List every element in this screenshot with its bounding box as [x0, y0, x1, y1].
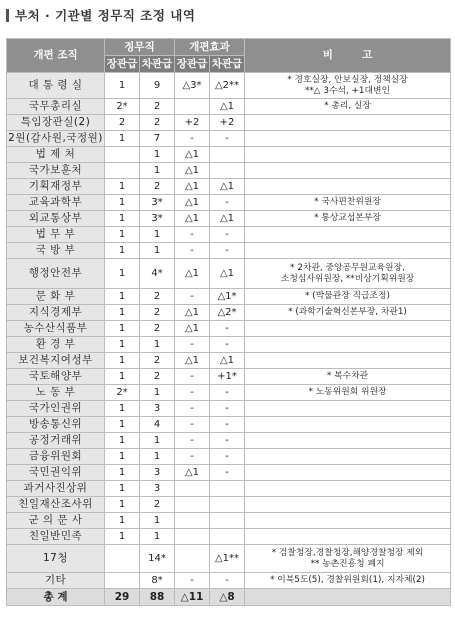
vice-effect-cell: - — [210, 465, 245, 481]
table-row — [7, 243, 451, 259]
minister-effect-cell: - — [175, 433, 210, 449]
note-cell — [245, 497, 451, 513]
vice-effect-cell: +2 — [210, 115, 245, 131]
vice-count-cell: 1 — [140, 513, 175, 529]
minister-effect-cell — [175, 481, 210, 497]
table-row — [7, 465, 451, 481]
table-row — [7, 227, 451, 243]
vice-count-cell: 7 — [140, 131, 175, 147]
vice-effect-cell: - — [210, 131, 245, 147]
vice-count-cell: 3 — [140, 401, 175, 417]
vice-effect-cell: - — [210, 433, 245, 449]
table-row — [7, 433, 451, 449]
vice-count-cell: 2 — [140, 289, 175, 305]
minister-effect-cell: - — [175, 449, 210, 465]
note-cell — [245, 529, 451, 545]
table-row — [7, 115, 451, 131]
total-row — [7, 589, 451, 606]
minister-effect-cell: - — [175, 417, 210, 433]
vice-count-cell: 2 — [140, 115, 175, 131]
vice-count-cell: 9 — [140, 73, 175, 99]
vice-effect-cell — [210, 481, 245, 497]
vice-effect-cell: - — [210, 573, 245, 589]
minister-effect-cell: △1 — [175, 211, 210, 227]
org-cell: 2원(감사원,국정원) — [7, 131, 105, 147]
vice-count-cell: 2 — [140, 497, 175, 513]
minister-count-cell: 1 — [105, 513, 140, 529]
minister-effect-cell: - — [175, 289, 210, 305]
vice-count-cell: 3 — [140, 465, 175, 481]
vice-count-cell: 14* — [140, 545, 175, 573]
minister-effect-cell: △1 — [175, 259, 210, 289]
total-label: 총 계 — [7, 589, 105, 606]
table-row — [7, 481, 451, 497]
table-row — [7, 131, 451, 147]
note-cell — [245, 353, 451, 369]
vice-effect-cell: △2* — [210, 305, 245, 321]
note-cell — [245, 433, 451, 449]
org-cell: 법 무 부 — [7, 227, 105, 243]
vice-effect-cell: - — [210, 417, 245, 433]
minister-effect-cell: △3* — [175, 73, 210, 99]
minister-count-cell: 1 — [105, 401, 140, 417]
minister-count-cell: 1 — [105, 465, 140, 481]
vice-effect-cell: △1** — [210, 545, 245, 573]
header-org: 개편 조직 — [7, 39, 105, 73]
note-cell — [245, 131, 451, 147]
minister-count-cell: 1 — [105, 417, 140, 433]
org-cell: 대 통 령 실 — [7, 73, 105, 99]
minister-count-cell: 1 — [105, 497, 140, 513]
minister-count-cell: 1 — [105, 289, 140, 305]
org-cell: 친일재산조사위 — [7, 497, 105, 513]
minister-count-cell: 1 — [105, 369, 140, 385]
org-cell: 법 제 처 — [7, 147, 105, 163]
minister-effect-cell: - — [175, 401, 210, 417]
header-group-effect: 개편효과 — [175, 39, 245, 56]
vice-count-cell: 3* — [140, 195, 175, 211]
table-row — [7, 73, 451, 99]
total-vice: 88 — [140, 589, 175, 606]
minister-count-cell: 1 — [105, 73, 140, 99]
minister-count-cell: 1 — [105, 529, 140, 545]
total-note — [245, 589, 451, 606]
note-cell: * (박물관장 직급조정) — [245, 289, 451, 305]
note-cell — [245, 243, 451, 259]
minister-effect-cell: △1 — [175, 179, 210, 195]
vice-effect-cell: - — [210, 385, 245, 401]
org-cell: 국가보훈처 — [7, 163, 105, 179]
vice-count-cell: 3* — [140, 211, 175, 227]
vice-count-cell: 2 — [140, 369, 175, 385]
minister-effect-cell: △1 — [175, 147, 210, 163]
note-cell: * 노동위원회 위원장 — [245, 385, 451, 401]
vice-count-cell: 2 — [140, 305, 175, 321]
vice-effect-cell: - — [210, 449, 245, 465]
table-row — [7, 401, 451, 417]
table-row — [7, 163, 451, 179]
note-cell — [245, 449, 451, 465]
org-cell: 행정안전부 — [7, 259, 105, 289]
note-cell: * 이북5도(5), 경찰위원회(1), 지자체(2) — [245, 573, 451, 589]
vice-effect-cell: △1 — [210, 353, 245, 369]
vice-effect-cell: △1 — [210, 99, 245, 115]
vice-effect-cell: - — [210, 195, 245, 211]
minister-count-cell: 1 — [105, 195, 140, 211]
minister-effect-cell: - — [175, 369, 210, 385]
minister-count-cell: 1 — [105, 337, 140, 353]
vice-count-cell: 8* — [140, 573, 175, 589]
vice-count-cell: 1 — [140, 433, 175, 449]
vice-effect-cell — [210, 147, 245, 163]
header-minister-2: 장관급 — [175, 56, 210, 73]
table-row — [7, 545, 451, 573]
note-cell — [245, 179, 451, 195]
note-cell: * 총리, 실장 — [245, 99, 451, 115]
page-title: 부처 · 기관별 정무직 조정 내역 — [15, 8, 196, 23]
vice-count-cell: 4* — [140, 259, 175, 289]
minister-effect-cell — [175, 497, 210, 513]
vice-count-cell: 1 — [140, 449, 175, 465]
vice-count-cell: 3 — [140, 481, 175, 497]
minister-count-cell: 1 — [105, 243, 140, 259]
org-cell: 기타 — [7, 573, 105, 589]
vice-count-cell: 1 — [140, 227, 175, 243]
note-cell: * (과학기술혁신본부장, 차관1) — [245, 305, 451, 321]
minister-effect-cell: - — [175, 243, 210, 259]
vice-effect-cell: △1 — [210, 259, 245, 289]
vice-count-cell: 2 — [140, 353, 175, 369]
total-minister: 29 — [105, 589, 140, 606]
note-cell — [245, 321, 451, 337]
minister-count-cell: 2* — [105, 385, 140, 401]
minister-count-cell: 1 — [105, 321, 140, 337]
minister-count-cell — [105, 573, 140, 589]
title-marker — [6, 9, 9, 22]
vice-count-cell: 1 — [140, 385, 175, 401]
minister-effect-cell: - — [175, 385, 210, 401]
vice-effect-cell — [210, 497, 245, 513]
org-cell: 친일반민족 — [7, 529, 105, 545]
vice-effect-cell: △1 — [210, 179, 245, 195]
note-cell — [245, 147, 451, 163]
minister-effect-cell: △1 — [175, 163, 210, 179]
minister-count-cell: 1 — [105, 131, 140, 147]
note-cell: * 국사편찬위원장 — [245, 195, 451, 211]
note-cell — [245, 163, 451, 179]
table-row — [7, 211, 451, 227]
note-cell — [245, 481, 451, 497]
minister-effect-cell: - — [175, 573, 210, 589]
table-row — [7, 289, 451, 305]
org-cell: 교육과학부 — [7, 195, 105, 211]
vice-count-cell: 1 — [140, 337, 175, 353]
org-cell: 금융위원회 — [7, 449, 105, 465]
table-row — [7, 321, 451, 337]
minister-count-cell: 1 — [105, 179, 140, 195]
minister-count-cell — [105, 147, 140, 163]
vice-count-cell: 2 — [140, 321, 175, 337]
vice-effect-cell: +1* — [210, 369, 245, 385]
table-row — [7, 529, 451, 545]
table-row — [7, 337, 451, 353]
org-cell: 특임장관실(2) — [7, 115, 105, 131]
minister-effect-cell — [175, 545, 210, 573]
org-cell: 외교통상부 — [7, 211, 105, 227]
minister-effect-cell — [175, 529, 210, 545]
table-row — [7, 305, 451, 321]
table-row — [7, 449, 451, 465]
table-row — [7, 573, 451, 589]
minister-count-cell: 2* — [105, 99, 140, 115]
minister-count-cell: 1 — [105, 227, 140, 243]
org-cell: 국토해양부 — [7, 369, 105, 385]
minister-count-cell: 2 — [105, 115, 140, 131]
note-cell — [245, 115, 451, 131]
table-row — [7, 99, 451, 115]
header-group-political: 정무직 — [105, 39, 175, 56]
table-row — [7, 417, 451, 433]
org-cell: 노 동 부 — [7, 385, 105, 401]
org-cell: 환 경 부 — [7, 337, 105, 353]
vice-effect-cell: - — [210, 401, 245, 417]
table-row — [7, 369, 451, 385]
table-row — [7, 179, 451, 195]
vice-count-cell: 1 — [140, 147, 175, 163]
minister-count-cell: 1 — [105, 449, 140, 465]
title-row — [6, 6, 195, 24]
minister-count-cell — [105, 545, 140, 573]
vice-effect-cell: - — [210, 227, 245, 243]
note-cell: * 경호실장, 안보실장, 정책실장 **△ 3수석, +1대변인 — [245, 73, 451, 99]
note-cell — [245, 417, 451, 433]
table-row — [7, 513, 451, 529]
org-cell: 국가인권위 — [7, 401, 105, 417]
minister-effect-cell: △1 — [175, 353, 210, 369]
table-row — [7, 497, 451, 513]
vice-effect-cell: - — [210, 321, 245, 337]
header-vice-1: 차관급 — [140, 56, 175, 73]
minister-effect-cell — [175, 99, 210, 115]
note-cell: * 2차관, 중앙공무원교육원장, 소청심사위원장, **비상기획위원장 — [245, 259, 451, 289]
vice-effect-cell: △1* — [210, 289, 245, 305]
note-cell: * 통상교섭본부장 — [245, 211, 451, 227]
vice-effect-cell: - — [210, 337, 245, 353]
minister-effect-cell: △1 — [175, 321, 210, 337]
header-minister-1: 장관급 — [105, 56, 140, 73]
table-row — [7, 195, 451, 211]
table-row — [7, 147, 451, 163]
minister-effect-cell: △1 — [175, 465, 210, 481]
note-cell: * 검찰청장,경찰청장,해양경찰청장 제외 ** 농촌진흥청 폐지 — [245, 545, 451, 573]
total-vice-effect: △8 — [210, 589, 245, 606]
minister-effect-cell: - — [175, 227, 210, 243]
vice-count-cell: 4 — [140, 417, 175, 433]
minister-effect-cell: - — [175, 131, 210, 147]
vice-effect-cell: △2** — [210, 73, 245, 99]
vice-count-cell: 2 — [140, 179, 175, 195]
minister-count-cell: 1 — [105, 353, 140, 369]
org-cell: 기획재정부 — [7, 179, 105, 195]
minister-count-cell: 1 — [105, 481, 140, 497]
note-cell — [245, 513, 451, 529]
minister-effect-cell: +2 — [175, 115, 210, 131]
vice-effect-cell: - — [210, 243, 245, 259]
note-cell — [245, 227, 451, 243]
org-cell: 농수산식품부 — [7, 321, 105, 337]
table-body — [7, 73, 451, 606]
table-row — [7, 259, 451, 289]
org-cell: 지식경제부 — [7, 305, 105, 321]
note-cell: * 복수차관 — [245, 369, 451, 385]
minister-count-cell — [105, 163, 140, 179]
note-cell — [245, 465, 451, 481]
total-minister-effect: △11 — [175, 589, 210, 606]
vice-count-cell: 1 — [140, 529, 175, 545]
org-cell: 문 화 부 — [7, 289, 105, 305]
minister-count-cell: 1 — [105, 259, 140, 289]
header-vice-2: 차관급 — [210, 56, 245, 73]
org-cell: 국무총리실 — [7, 99, 105, 115]
note-cell — [245, 337, 451, 353]
minister-count-cell: 1 — [105, 433, 140, 449]
minister-effect-cell: - — [175, 337, 210, 353]
org-cell: 과거사진상위 — [7, 481, 105, 497]
table-row — [7, 353, 451, 369]
org-cell: 방송통신위 — [7, 417, 105, 433]
vice-effect-cell — [210, 163, 245, 179]
minister-effect-cell — [175, 513, 210, 529]
note-cell — [245, 401, 451, 417]
table-row — [7, 385, 451, 401]
org-cell: 공정거래위 — [7, 433, 105, 449]
org-cell: 군 의 문 사 — [7, 513, 105, 529]
minister-effect-cell: △1 — [175, 305, 210, 321]
minister-count-cell: 1 — [105, 305, 140, 321]
vice-effect-cell: △1 — [210, 211, 245, 227]
org-cell: 17청 — [7, 545, 105, 573]
vice-count-cell: 2 — [140, 99, 175, 115]
minister-effect-cell: △1 — [175, 195, 210, 211]
vice-effect-cell — [210, 513, 245, 529]
header-note: 비 고 — [245, 39, 451, 73]
org-cell: 국민권익위 — [7, 465, 105, 481]
adjustment-table — [6, 38, 451, 606]
vice-count-cell: 1 — [140, 163, 175, 179]
vice-count-cell: 1 — [140, 243, 175, 259]
org-cell: 국 방 부 — [7, 243, 105, 259]
minister-count-cell: 1 — [105, 211, 140, 227]
org-cell: 보건복지여성부 — [7, 353, 105, 369]
vice-effect-cell — [210, 529, 245, 545]
